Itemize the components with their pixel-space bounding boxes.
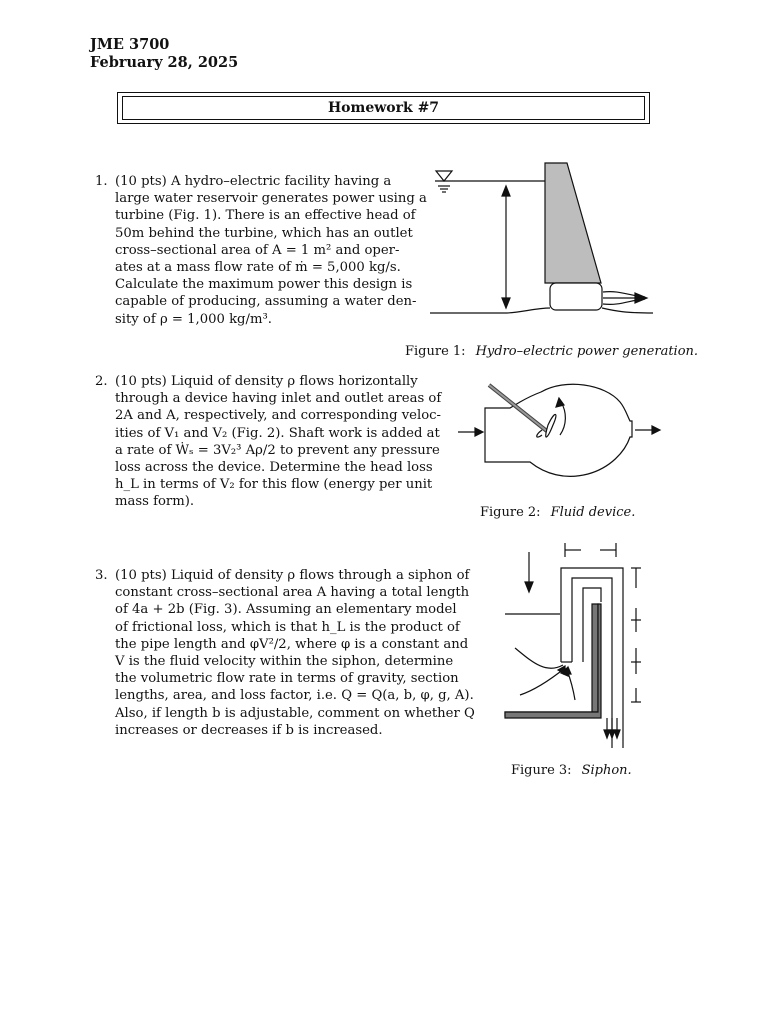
figure-3-caption: [511, 763, 632, 778]
problem-text-line: the volumetric flow rate in terms of gravity, section: [115, 671, 459, 687]
problem-text-line: 50m behind the turbine, which has an outlet: [115, 225, 413, 241]
problem-text-line: (10 pts) A hydro–electric facility having a: [115, 174, 392, 189]
problem-text-line: loss across the device. Determine the head loss: [115, 460, 433, 476]
document-header: [90, 36, 238, 72]
problem-text-line: (10 pts) Liquid of density ρ flows through a siphon of: [115, 568, 470, 583]
figure-label: Figure 3:: [511, 763, 572, 778]
problem-text-line: Also, if length b is adjustable, comment on whether Q: [115, 705, 475, 721]
problem-text-line: cross–sectional area of A = 1 m² and oper-: [115, 242, 400, 258]
figure-1-dam-diagram: [425, 158, 660, 323]
problem-text-line: ates at a mass flow rate of ṁ = 5,000 kg/s.: [115, 260, 401, 276]
figure-label: Figure 1:: [405, 344, 466, 359]
title-frame: [117, 92, 650, 124]
problem-text-line: h_L in terms of V₂ for this flow (energy per unit: [115, 477, 433, 493]
problem-3: [95, 567, 475, 739]
problem-text-line: mass form).: [115, 494, 195, 510]
problem-2: [95, 373, 442, 511]
problem-text-line: through a device having inlet and outlet areas of: [115, 391, 442, 407]
problem-number: 1.: [95, 174, 108, 189]
problem-text-line: of 4a + 2b (Fig. 3). Assuming an elementary model: [115, 602, 457, 618]
figure-caption-text: Hydro–electric power generation.: [475, 344, 699, 359]
problem-number: 3.: [95, 568, 108, 583]
problem-1: [95, 173, 427, 328]
problem-text-line: constant cross–sectional area A having a total length: [115, 585, 470, 601]
problem-text-line: the pipe length and φV²/2, where φ is a constant and: [115, 636, 469, 652]
problem-text-line: of frictional loss, which is that h_L is the product of: [115, 619, 460, 635]
problem-text-line: increases or decreases if b is increased.: [115, 722, 383, 738]
document-date: February 28, 2025: [90, 54, 239, 71]
figure-caption-text: Fluid device.: [550, 505, 636, 520]
course-code: JME 3700: [90, 36, 170, 53]
problem-number: 2.: [95, 374, 108, 389]
figure-1-caption: [405, 344, 698, 359]
figure-caption-text: Siphon.: [581, 763, 632, 778]
problem-text-line: Calculate the maximum power this design is: [115, 277, 413, 293]
problem-text-line: 2A and A, respectively, and corresponding veloc-: [115, 408, 441, 424]
problem-text-line: capable of producing, assuming a water den-: [115, 294, 417, 310]
problem-text-line: large water reservoir generates power using a: [115, 191, 427, 207]
figure-3-siphon-diagram: [495, 540, 655, 765]
problem-text-line: a rate of Ẇₛ = 3V₂³ Aρ/2 to prevent any pressure: [115, 442, 440, 458]
problem-text-line: (10 pts) Liquid of density ρ flows horizontally: [115, 374, 418, 389]
problem-text-line: V is the fluid velocity within the siphon, determine: [115, 654, 454, 670]
problem-text-line: ities of V₁ and V₂ (Fig. 2). Shaft work is added at: [115, 425, 440, 441]
page-title: Homework #7: [122, 96, 645, 120]
problem-text-line: sity of ρ = 1,000 kg/m³.: [115, 311, 272, 327]
problem-text-line: turbine (Fig. 1). There is an effective head of: [115, 208, 416, 224]
figure-2-caption: [480, 505, 635, 520]
figure-label: Figure 2:: [480, 505, 541, 520]
problem-text-line: lengths, area, and loss factor, i.e. Q = Q(a, b, φ, g, A).: [115, 688, 474, 704]
figure-2-fluid-device-diagram: [455, 380, 665, 485]
